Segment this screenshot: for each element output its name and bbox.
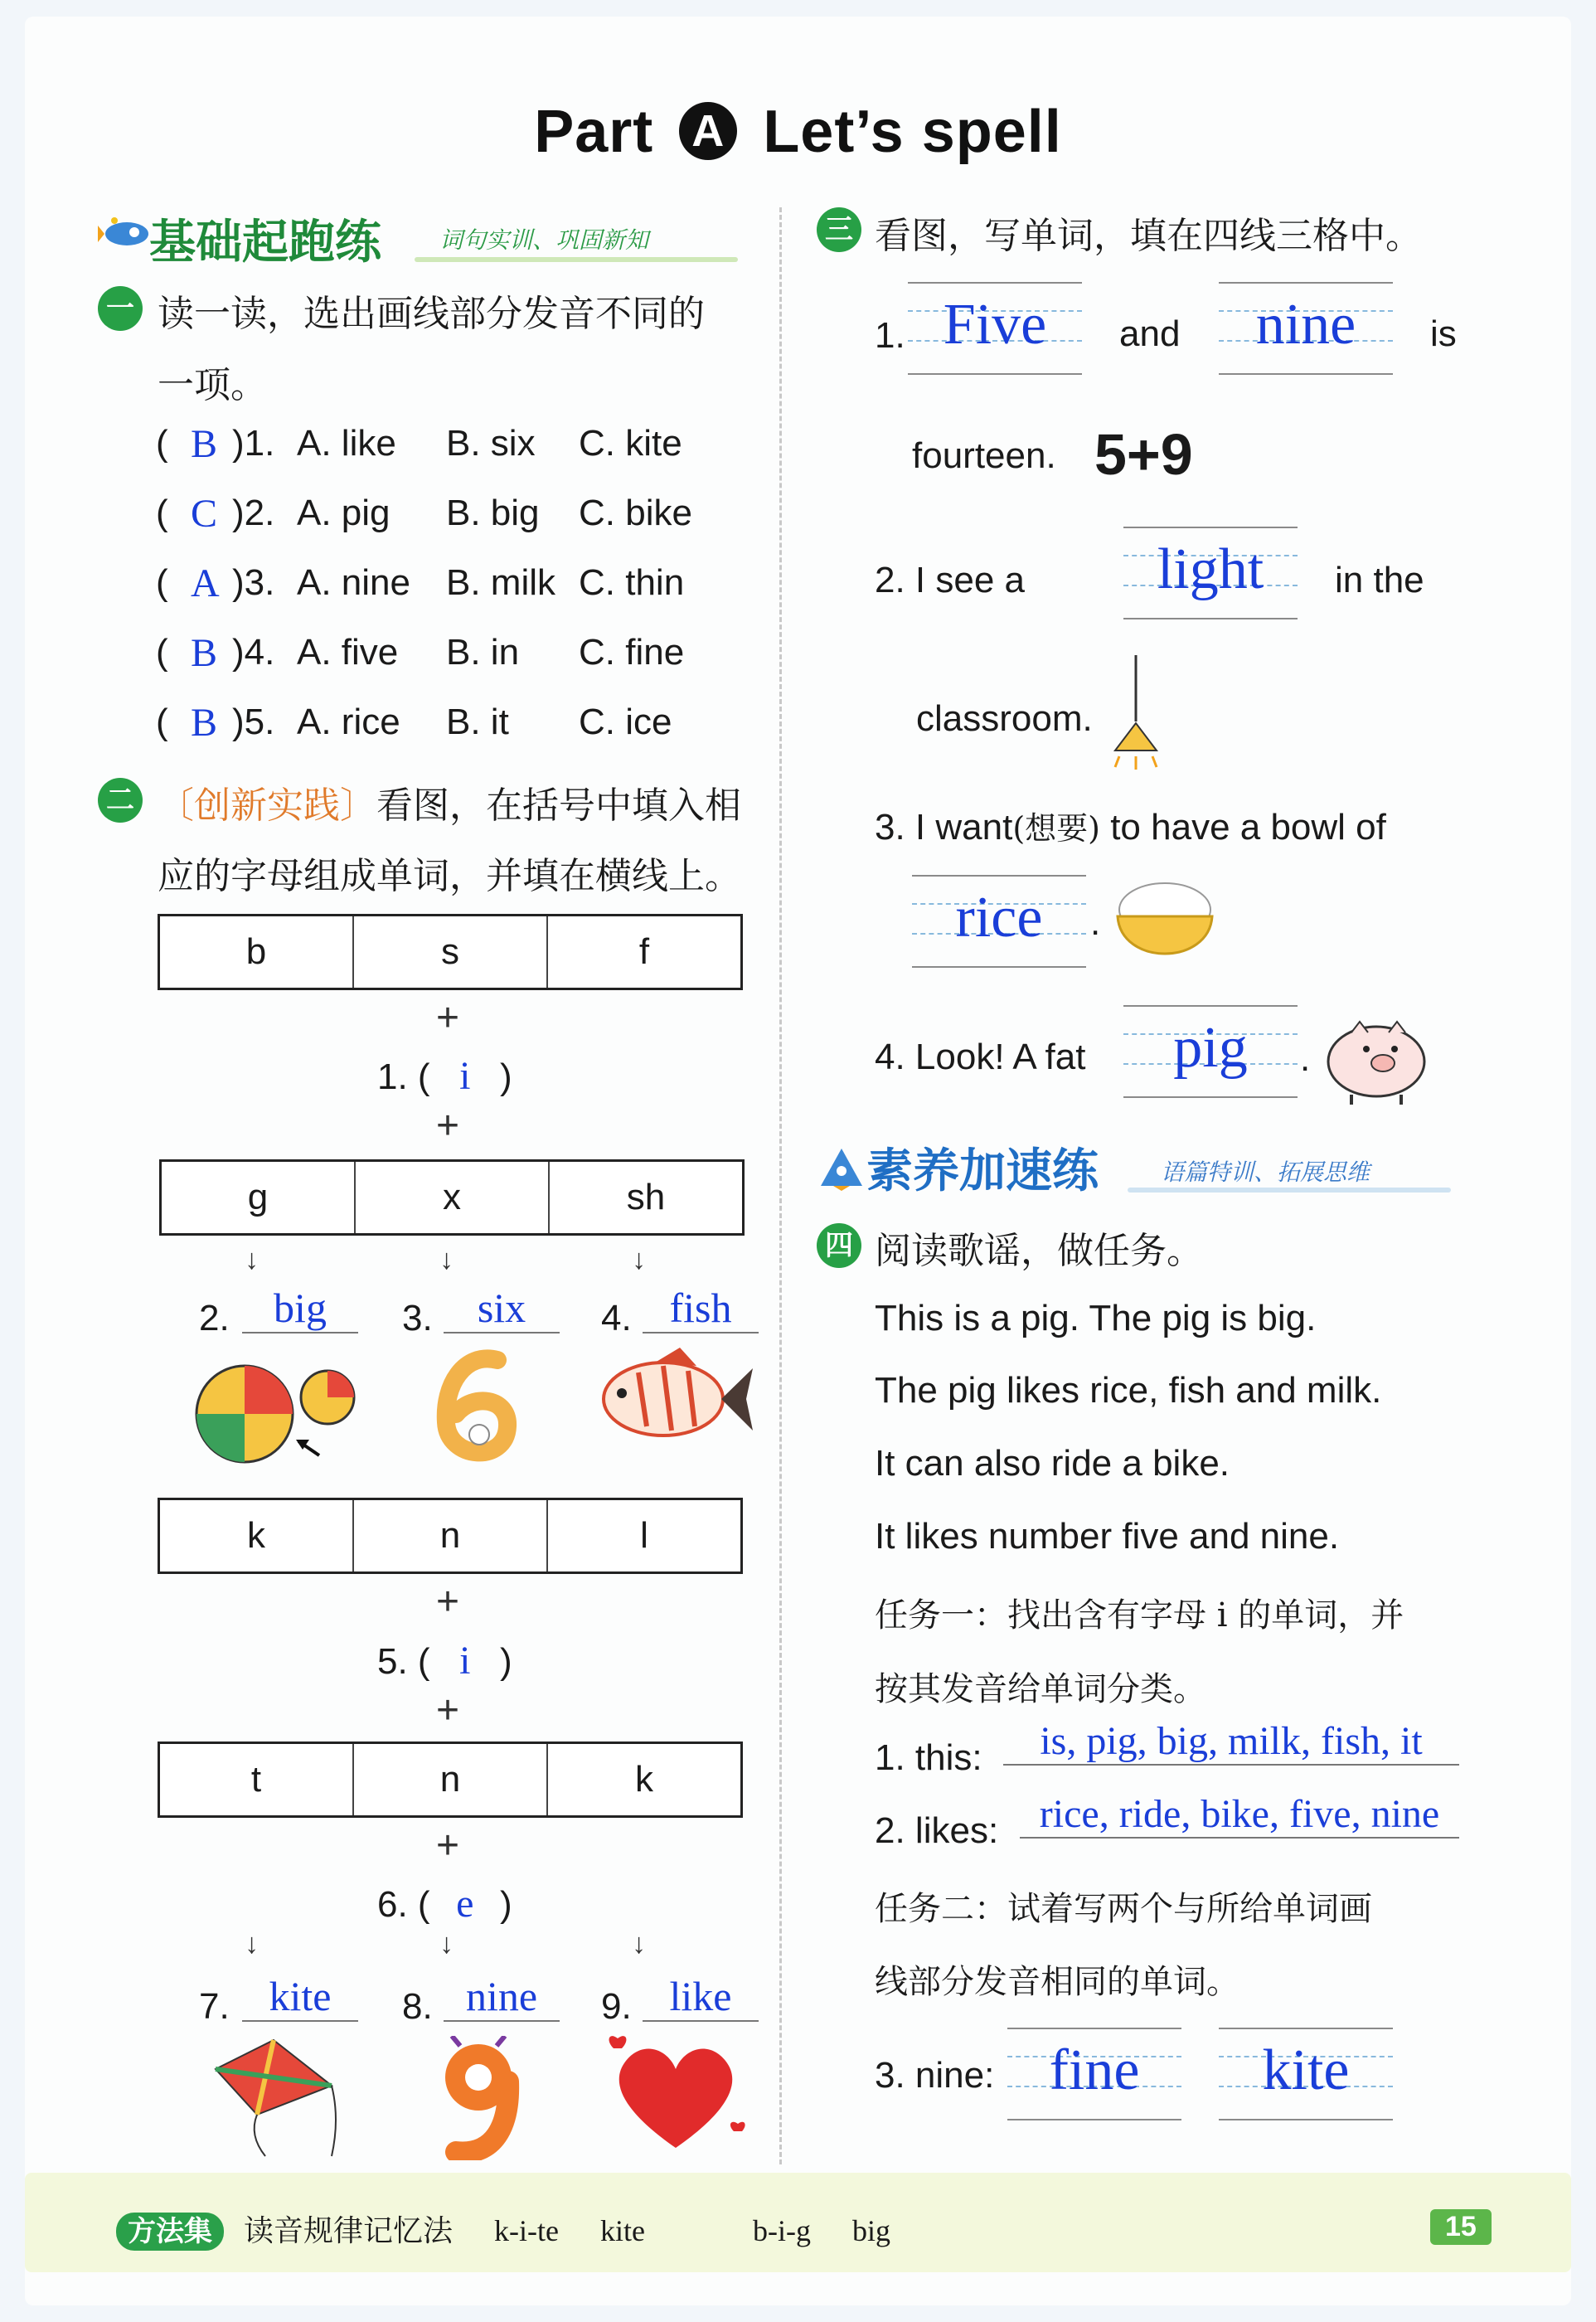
fill-blank-1: 1. ( i ) bbox=[377, 1054, 512, 1098]
poem-line: The pig likes rice, fish and milk. bbox=[875, 1370, 1382, 1411]
q3-text: . bbox=[1300, 1038, 1311, 1079]
section-underline bbox=[415, 257, 738, 262]
plus-sign: + bbox=[435, 1688, 460, 1732]
q1-item: ( B )5. A. rice B. it C. ice bbox=[156, 701, 672, 745]
rocket-icon bbox=[98, 207, 156, 261]
arrow-down-icon: ↓ bbox=[439, 1928, 454, 1960]
q3-text: . bbox=[1090, 902, 1101, 943]
section-subtitle-basic: 词句实训、巩固新知 bbox=[439, 226, 649, 254]
footer-tip bbox=[116, 2208, 890, 2250]
blank-answer: i bbox=[459, 1054, 471, 1098]
q1-item: ( A )3. A. nine B. milk C. thin bbox=[156, 561, 685, 605]
question-number-badge: 四 bbox=[817, 1223, 861, 1268]
q3-text: 4. Look! A fat bbox=[875, 1037, 1086, 1077]
task-label: 1. this: bbox=[875, 1737, 982, 1778]
balls-picture bbox=[195, 1360, 361, 1472]
poem-line: It likes number five and nine. bbox=[875, 1516, 1340, 1557]
task2-instruction-cont: 线部分发音相同的单词。 bbox=[875, 1963, 1239, 2001]
q3-instruction: 看图，写单词，填在四线三格中。 bbox=[875, 216, 1422, 256]
plus-sign: + bbox=[435, 1104, 460, 1148]
footer-text: 读音规律记忆法 bbox=[244, 2214, 454, 2248]
section-subtitle-advanced: 语篇特训、拓展思维 bbox=[1161, 1159, 1370, 1186]
arrow-down-icon: ↓ bbox=[632, 1244, 646, 1275]
letter-grid bbox=[158, 1742, 743, 1818]
title-part: Part bbox=[534, 99, 654, 165]
pig-picture bbox=[1318, 1012, 1430, 1111]
arrow-down-icon: ↓ bbox=[439, 1244, 454, 1275]
footer-badge: 方法集 bbox=[116, 2213, 224, 2251]
grid-cell: x bbox=[356, 1162, 550, 1233]
four-line-grid bbox=[1219, 282, 1393, 381]
q4-instruction: 阅读歌谣，做任务。 bbox=[875, 1231, 1203, 1271]
four-line-grid bbox=[1123, 1005, 1298, 1105]
section-underline bbox=[1128, 1188, 1451, 1193]
arrow-down-icon: ↓ bbox=[245, 1928, 259, 1960]
title-rest: Let’s spell bbox=[763, 99, 1062, 165]
grid-cell: k bbox=[160, 1500, 354, 1571]
four-line-grid bbox=[1123, 527, 1298, 626]
poem-line: It can also ride a bike. bbox=[875, 1443, 1230, 1484]
q2-tag: 〔创新实践〕 bbox=[158, 785, 376, 826]
letter-grid bbox=[159, 1159, 745, 1236]
footer-example: b-i-g bbox=[753, 2214, 812, 2247]
task-label: 3. nine: bbox=[875, 2055, 995, 2096]
q3-sentence-3: 3. I want(想要) to have a bowl of bbox=[875, 807, 1386, 848]
fill-blank-5: 5. ( i ) bbox=[377, 1639, 512, 1683]
poem-line: This is a pig. The pig is big. bbox=[875, 1298, 1317, 1338]
number-nine-picture bbox=[427, 2036, 526, 2164]
blank-answer: i bbox=[459, 1639, 471, 1683]
page-number: 15 bbox=[1430, 2209, 1492, 2245]
four-line-answer: fine bbox=[1049, 2038, 1140, 2102]
page-title bbox=[0, 98, 1596, 166]
q3-text: is bbox=[1430, 313, 1457, 354]
q3-text: in the bbox=[1335, 560, 1424, 600]
four-line-answer: rice bbox=[955, 886, 1043, 950]
four-line-answer: nine bbox=[1255, 293, 1356, 357]
q2-instruction: 〔创新实践〕看图，在括号中填入相 bbox=[158, 785, 741, 826]
number-six-picture bbox=[431, 1343, 522, 1476]
q3-text: 2. I see a bbox=[875, 560, 1026, 600]
word-number: 2. bbox=[199, 1298, 230, 1338]
plus-sign: + bbox=[435, 1824, 460, 1868]
fish-picture bbox=[597, 1348, 754, 1455]
four-line-answer: light bbox=[1157, 537, 1264, 601]
word-answer: big bbox=[242, 1284, 358, 1333]
four-line-grid bbox=[912, 875, 1086, 974]
four-line-grid bbox=[908, 282, 1082, 381]
q1-answer: B bbox=[191, 631, 218, 675]
arrow-down-icon: ↓ bbox=[245, 1244, 259, 1275]
word-answer: kite bbox=[242, 1972, 358, 2022]
letter-grid bbox=[158, 914, 743, 990]
four-line-answer: kite bbox=[1262, 2038, 1350, 2102]
column-divider bbox=[779, 207, 782, 2164]
task-answer: rice, ride, bike, five, nine bbox=[1020, 1791, 1459, 1839]
q3-text: classroom. bbox=[916, 698, 1093, 739]
rocket-icon bbox=[817, 1144, 866, 1195]
grid-cell: n bbox=[354, 1744, 548, 1815]
q1-item: ( B )1. A. like B. six C. kite bbox=[156, 422, 682, 466]
task-answer: is, pig, big, milk, fish, it bbox=[1003, 1718, 1459, 1766]
task1-instruction: 任务一：找出含有字母 i 的单词，并 bbox=[875, 1596, 1404, 1635]
section-heading-basic: 基础起跑练 bbox=[149, 216, 381, 268]
question-number-badge: 一 bbox=[98, 286, 143, 331]
arrow-down-icon: ↓ bbox=[632, 1928, 646, 1960]
four-line-grid bbox=[1007, 2028, 1181, 2127]
heart-picture bbox=[605, 2032, 746, 2160]
grid-cell: l bbox=[640, 1515, 648, 1556]
task-label: 2. likes: bbox=[875, 1810, 999, 1851]
grid-cell: s bbox=[354, 916, 548, 988]
q1-item: ( C )2. A. pig B. big C. bike bbox=[156, 492, 692, 536]
title-letter-badge: A bbox=[679, 102, 737, 160]
word-number: 9. bbox=[601, 1986, 632, 2027]
word-answer: fish bbox=[643, 1284, 759, 1333]
word-number: 7. bbox=[199, 1986, 230, 2027]
blank-answer: e bbox=[456, 1882, 474, 1926]
q3-number: 1. bbox=[875, 315, 905, 356]
question-number-badge: 二 bbox=[98, 778, 143, 823]
grid-cell: b bbox=[160, 916, 354, 988]
q1-answer: B bbox=[191, 701, 218, 745]
grid-cell: t bbox=[160, 1744, 354, 1815]
word-number: 3. bbox=[402, 1298, 433, 1338]
grid-cell: n bbox=[354, 1500, 548, 1571]
q1-instruction-cont: 一项。 bbox=[158, 365, 267, 406]
word-answer: like bbox=[643, 1972, 759, 2022]
q1-item: ( B )4. A. five B. in C. fine bbox=[156, 631, 685, 675]
q1-answer: A bbox=[191, 561, 220, 605]
question-number-badge: 三 bbox=[817, 207, 861, 252]
lamp-picture bbox=[1107, 655, 1165, 775]
q3-text: and bbox=[1119, 313, 1181, 354]
math-expression: 5+9 bbox=[1094, 422, 1193, 487]
q1-answer: B bbox=[191, 422, 218, 466]
grid-cell: k bbox=[635, 1759, 653, 1800]
plus-sign: + bbox=[435, 996, 460, 1040]
word-number: 8. bbox=[402, 1986, 433, 2027]
grid-cell: f bbox=[638, 931, 650, 972]
q1-answer: C bbox=[191, 492, 218, 536]
rice-bowl-picture bbox=[1111, 875, 1219, 979]
word-answer: six bbox=[444, 1284, 560, 1333]
fill-blank-6: 6. ( e ) bbox=[377, 1882, 512, 1926]
kite-picture bbox=[207, 2036, 348, 2164]
grid-cell: g bbox=[162, 1162, 356, 1233]
four-line-answer: pig bbox=[1173, 1016, 1248, 1080]
letter-grid bbox=[158, 1498, 743, 1574]
four-line-answer: Five bbox=[943, 293, 1047, 357]
plus-sign: + bbox=[435, 1580, 460, 1624]
q2-instruction-cont: 应的字母组成单词，并填在横线上。 bbox=[158, 856, 741, 896]
four-line-grid bbox=[1219, 2028, 1393, 2127]
footer-example: kite bbox=[600, 2214, 646, 2247]
q1-instruction: 读一读，选出画线部分发音不同的 bbox=[158, 294, 705, 334]
q3-text: fourteen. bbox=[912, 435, 1056, 476]
footer-example: k-i-te bbox=[494, 2214, 560, 2247]
word-answer: nine bbox=[444, 1972, 560, 2022]
word-number: 4. bbox=[601, 1298, 632, 1338]
grid-cell: sh bbox=[626, 1177, 666, 1217]
q1-choices bbox=[156, 423, 753, 771]
section-heading-advanced: 素养加速练 bbox=[866, 1144, 1099, 1197]
task2-instruction: 任务二：试着写两个与所给单词画 bbox=[875, 1890, 1372, 1928]
task1-instruction-cont: 按其发音给单词分类。 bbox=[875, 1670, 1206, 1708]
footer-example: big bbox=[852, 2214, 891, 2247]
